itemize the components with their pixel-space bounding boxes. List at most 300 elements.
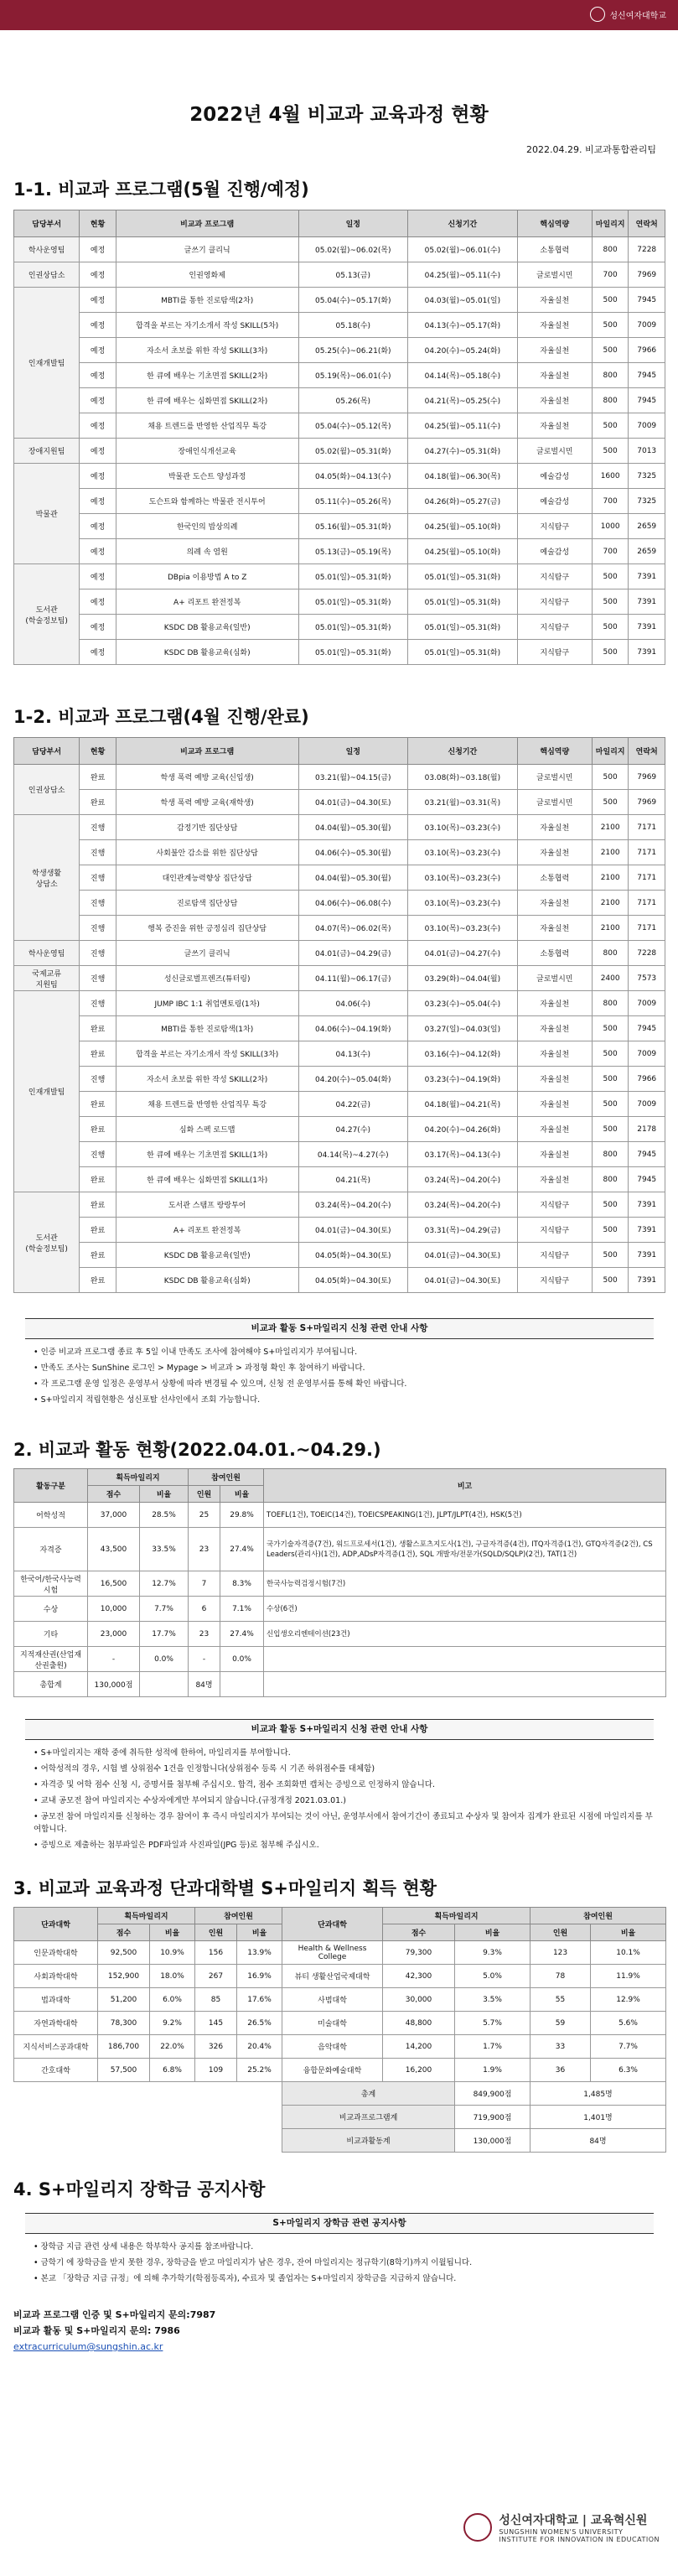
table-cell: 78,300	[98, 2012, 150, 2035]
notice-heading: S+마일리지 장학금 관련 공지사항	[25, 2213, 654, 2234]
table-row	[14, 1988, 666, 2012]
table-row	[14, 1067, 665, 1092]
table-row	[14, 1965, 666, 1988]
th-score: 점수	[383, 1924, 455, 1941]
table-row	[14, 941, 665, 966]
table-cell: 130,000점	[88, 1672, 140, 1697]
table-cell: 자율실천	[517, 1142, 592, 1167]
table-cell: 05.25(수)~06.21(화)	[298, 338, 408, 363]
column-header: 일정	[298, 738, 408, 765]
table-cell: 55	[530, 1988, 591, 2012]
column-header: 현황	[80, 738, 116, 765]
table-cell: 융합문화예술대학	[282, 2059, 383, 2082]
table-cell: 51,200	[98, 1988, 150, 2012]
table-cell: 간호대학	[14, 2059, 98, 2082]
notice-heading: 비교과 활동 S+마일리지 신청 관련 안내 사항	[25, 1719, 654, 1740]
table-cell: 37,000	[88, 1503, 140, 1528]
column-header: 신청기간	[408, 738, 518, 765]
table-cell: 예술감성	[517, 539, 592, 564]
table-cell: 2100	[592, 840, 629, 865]
table-cell: A+ 리포트 완전정복	[116, 1218, 298, 1243]
table-cell: 자율실천	[517, 1016, 592, 1041]
table-cell: 04.01(금)~04.30(토)	[408, 1268, 518, 1293]
table-row	[14, 413, 665, 439]
table-cell: 자연과학대학	[14, 2012, 98, 2035]
table-row	[14, 916, 665, 941]
table-cell: 04.04(월)~05.30(월)	[298, 815, 408, 840]
table-cell: 2659	[629, 514, 665, 539]
table-cell: 지식탐구	[517, 1192, 592, 1218]
table-cell: 한국사능력검정시험(7건)	[264, 1571, 666, 1597]
table-cell: 16.9%	[237, 1965, 282, 1988]
table-cell: 26.5%	[237, 2012, 282, 2035]
table-cell: 05.19(목)~06.01(수)	[298, 363, 408, 388]
table-cell: 예정	[80, 464, 116, 489]
table-cell: 국가기술자격증(7건), 워드프로세서(1건), 생활스포츠지도사(1건), 구글자격증(4건), ITQ자격증(1건), GTQ자격증(2건), CS Leaders(관리사)(1건), ADP,ADsP자격증(1건), SQL 개발자/전문가(SQLD/SQLP)(2건), TAT(1건)	[264, 1528, 666, 1571]
table-cell: 자소서 초보를 위한 작성 SKILL(3차)	[116, 338, 298, 363]
table-cell: 한 큐에 배우는 심화면접 SKILL(1차)	[116, 1167, 298, 1192]
table-cell: 음악대학	[282, 2035, 383, 2059]
table-cell: 완료	[80, 1218, 116, 1243]
table-cell: DBpia 이용방법 A to Z	[116, 564, 298, 589]
table-cell: 완료	[80, 1268, 116, 1293]
table-row	[14, 790, 665, 815]
table-cell: 28.5%	[140, 1503, 189, 1528]
department-cell: 도서관 (학술정보팀)	[14, 564, 80, 665]
table-cell: 10.1%	[591, 1941, 666, 1965]
column-header: 연락처	[629, 210, 665, 237]
table-cell: 03.24(목)~04.20(수)	[408, 1167, 518, 1192]
table-cell: 7391	[629, 640, 665, 665]
table-cell: 합격을 부르는 자기소개서 작성 SKILL(5차)	[116, 313, 298, 338]
top-banner	[0, 0, 678, 30]
summary-label: 비교과프로그램계	[282, 2106, 455, 2129]
table-row	[14, 464, 665, 489]
table-row	[14, 765, 665, 790]
table-cell: 2659	[629, 539, 665, 564]
table-cell: 05.16(월)~05.31(화)	[298, 514, 408, 539]
table-row	[14, 539, 665, 564]
table-cell: 500	[592, 1243, 629, 1268]
table-cell: 진행	[80, 840, 116, 865]
table-cell: 7009	[629, 413, 665, 439]
table-cell: 7171	[629, 891, 665, 916]
activity-table	[13, 1468, 666, 1697]
table-row	[14, 891, 665, 916]
table-cell: 03.10(목)~03.23(수)	[408, 891, 518, 916]
table-cell: 05.04(수)~05.17(화)	[298, 288, 408, 313]
table-cell: 04.04(월)~05.30(월)	[298, 865, 408, 891]
table-cell: 자율실천	[517, 916, 592, 941]
table-cell: 42,300	[383, 1965, 455, 1988]
notice-item: • 본교 「장학금 지급 규정」에 의해 추가학기(학점등록자), 수료자 및 졸업자는 S+마일리지 장학금을 지급하지 않습니다.	[34, 2272, 654, 2285]
table-cell: 500	[592, 640, 629, 665]
notice-item: • 금학기 에 장학금을 받지 못한 경우, 장학금을 받고 마일리지가 남은 경우, 잔여 마일리지는 정규학기(8학기)까지 이월됩니다.	[34, 2257, 654, 2269]
table-cell: 04.05(화)~04.30(토)	[298, 1268, 408, 1293]
table-row	[14, 1622, 666, 1647]
table-cell: 7228	[629, 941, 665, 966]
table-cell: 03.27(일)~04.03(일)	[408, 1016, 518, 1041]
table-cell: 7013	[629, 439, 665, 464]
table-cell: 예정	[80, 439, 116, 464]
table-cell: 05.02(월)~06.01(수)	[408, 237, 518, 262]
th-mileage: 획득마일리지	[88, 1469, 189, 1486]
table-cell: 자율실천	[517, 363, 592, 388]
table-cell: 글쓰기 클리닉	[116, 237, 298, 262]
table-cell: 05.01(일)~05.31(화)	[298, 640, 408, 665]
table-cell: 글로벌시민	[517, 790, 592, 815]
notice-item: • S+마일리지는 재학 중에 취득한 성적에 한하여, 마일리지를 부여합니다.	[34, 1747, 654, 1759]
table-cell: 123	[530, 1941, 591, 1965]
table-cell: 500	[592, 1218, 629, 1243]
notice-item: • 교내 공모전 참여 마일리지는 수상자에게만 부여되지 않습니다.(규정개정 2021.03.01.)	[34, 1794, 654, 1807]
table-cell: 예정	[80, 489, 116, 514]
table-cell: 지식탐구	[517, 514, 592, 539]
table-row	[14, 640, 665, 665]
table-cell: 85	[195, 1988, 237, 2012]
table-row	[14, 564, 665, 589]
table-cell: Health & Wellness College	[282, 1941, 383, 1965]
table-row	[14, 363, 665, 388]
table-cell: 1.7%	[455, 2035, 530, 2059]
table-cell: 한 큐에 배우는 기초면접 SKILL(2차)	[116, 363, 298, 388]
th-ratio2: 비율	[220, 1486, 264, 1503]
table-cell: 완료	[80, 765, 116, 790]
table-cell: 700	[592, 489, 629, 514]
table-cell: 7391	[629, 1243, 665, 1268]
table-cell: 자율실천	[517, 1092, 592, 1117]
table-cell: 자율실천	[517, 840, 592, 865]
table-cell: 사회과학대학	[14, 1965, 98, 1988]
table-cell	[264, 1647, 666, 1672]
table-cell: 6.3%	[591, 2059, 666, 2082]
table-cell: 03.23(수)~04.19(화)	[408, 1067, 518, 1092]
table-cell: 진행	[80, 916, 116, 941]
table-cell: 소통협력	[517, 237, 592, 262]
table-cell: 글쓰기 클리닉	[116, 941, 298, 966]
table-cell: 진행	[80, 991, 116, 1016]
table-row	[14, 1647, 666, 1672]
table-cell: 7	[189, 1571, 220, 1597]
table-cell: 1.9%	[455, 2059, 530, 2082]
table-cell: 29.8%	[220, 1503, 264, 1528]
table-cell: 10,000	[88, 1597, 140, 1622]
table-cell: 57,500	[98, 2059, 150, 2082]
table-cell: 법과대학	[14, 1988, 98, 2012]
table-cell: KSDC DB 활용교육(일반)	[116, 1243, 298, 1268]
department-cell: 인재개발팀	[14, 288, 80, 439]
notice-mileage-program	[25, 1318, 654, 1406]
table-cell: 7945	[629, 363, 665, 388]
table-cell: 7966	[629, 1067, 665, 1092]
table-row	[14, 288, 665, 313]
summary-score: 130,000점	[455, 2129, 530, 2153]
column-header: 마일리지	[592, 210, 629, 237]
department-cell: 학사운영팀	[14, 941, 80, 966]
table-cell: 자소서 초보를 위한 작성 SKILL(2차)	[116, 1067, 298, 1092]
table-cell: 04.25(월)~05.11(수)	[408, 413, 518, 439]
table-cell: 7391	[629, 615, 665, 640]
table-row	[14, 1672, 666, 1697]
table-cell: KSDC DB 활용교육(심화)	[116, 640, 298, 665]
table-cell: 326	[195, 2035, 237, 2059]
contact-line-1: 비교과 프로그램 인증 및 S+마일리지 문의:7987	[13, 2309, 216, 2320]
university-emblem-icon	[590, 7, 605, 22]
contact-email-link[interactable]: extracurriculum@sungshin.ac.kr	[13, 2341, 163, 2352]
table-cell: 사범대학	[282, 1988, 383, 2012]
th-score: 점수	[88, 1486, 140, 1503]
table-cell: 8.3%	[220, 1571, 264, 1597]
table-cell: 도서관 스탬프 랑랑투어	[116, 1192, 298, 1218]
table-cell: 11.9%	[591, 1965, 666, 1988]
table-cell: 03.24(목)~04.20(수)	[408, 1192, 518, 1218]
table-cell: 04.25(월)~05.10(화)	[408, 539, 518, 564]
table-cell: 7325	[629, 464, 665, 489]
table-cell: 0.0%	[140, 1647, 189, 1672]
table-cell: 합격을 부르는 자기소개서 작성 SKILL(3차)	[116, 1041, 298, 1067]
table-row	[14, 1117, 665, 1142]
table-cell: 박물관 도슨트 양성과정	[116, 464, 298, 489]
table-cell: 05.11(수)~05.26(목)	[298, 489, 408, 514]
department-cell: 인재개발팀	[14, 991, 80, 1192]
table-cell: 17.7%	[140, 1622, 189, 1647]
table-cell: 완료	[80, 1167, 116, 1192]
table-cell: 04.01(금)~04.30(토)	[298, 790, 408, 815]
table-cell: 18.0%	[150, 1965, 195, 1988]
table-cell	[264, 1672, 666, 1697]
table-cell: 500	[592, 589, 629, 615]
table-cell: 자율실천	[517, 338, 592, 363]
table-row	[14, 2012, 666, 2035]
table-cell: 글로벌시민	[517, 966, 592, 991]
table-cell: A+ 리포트 완전정복	[116, 589, 298, 615]
table-cell: 267	[195, 1965, 237, 1988]
table-cell: 79,300	[383, 1941, 455, 1965]
table-cell: 03.17(목)~04.13(수)	[408, 1142, 518, 1167]
table-cell: 500	[592, 1067, 629, 1092]
th-mileage-left: 획득마일리지	[98, 1908, 195, 1924]
table-cell: MBTI를 통한 진로탐색(1차)	[116, 1016, 298, 1041]
table-cell: 500	[592, 1016, 629, 1041]
table-cell: 04.18(월)~06.30(목)	[408, 464, 518, 489]
table-cell: 기타	[14, 1622, 88, 1647]
table-row	[14, 589, 665, 615]
table-cell: 글로벌시민	[517, 765, 592, 790]
university-emblem-icon	[463, 2513, 492, 2542]
notice-item: • 만족도 조사는 SunShine 로그인 > Mypage > 비교과 > 과정형 확인 후 참여하기 바랍니다.	[34, 1362, 654, 1374]
table-cell: 03.23(수)~05.04(수)	[408, 991, 518, 1016]
table-cell: 500	[592, 439, 629, 464]
summary-score: 719,900점	[455, 2106, 530, 2129]
footer-name: 성신여자대학교 | 교육혁신원	[499, 2514, 648, 2527]
table-cell: 500	[592, 1041, 629, 1067]
table-cell: 진행	[80, 1067, 116, 1092]
table-cell: 27.4%	[220, 1622, 264, 1647]
table-cell: 500	[592, 1117, 629, 1142]
table-cell: 학생 폭력 예방 교육(재학생)	[116, 790, 298, 815]
notice-item: • 공모전 참여 마일리지를 신청하는 경우 참여이 후 즉시 마일리지가 부여되는 것이 아닌, 운영부서에서 참여기간이 종료되고 수상자 및 참여자 집계가 완료된 시점에 마일리지를 부여합니다.	[34, 1810, 654, 1836]
table-cell: 채용 트렌드를 반영한 산업직무 특강	[116, 1092, 298, 1117]
table-cell: 700	[592, 262, 629, 288]
notice-item: • 어학성적의 경우, 시험 별 상위점수 1건을 인정합니다(상위점수 등록 시 기존 하위점수를 대체함)	[34, 1763, 654, 1775]
department-cell: 인권상담소	[14, 262, 80, 288]
table-row	[14, 1268, 665, 1293]
table-cell: 자율실천	[517, 891, 592, 916]
table-row	[14, 1092, 665, 1117]
table-cell: 어학성적	[14, 1503, 88, 1528]
section-1-1-heading: 1-1. 비교과 프로그램(5월 진행/예정)	[13, 179, 309, 200]
th-people-right: 참여인원	[530, 1908, 666, 1924]
table-cell: 04.21(목)	[298, 1167, 408, 1192]
table-cell: 14,200	[383, 2035, 455, 2059]
table-cell: 예정	[80, 262, 116, 288]
table-row	[14, 615, 665, 640]
table-cell: 2100	[592, 865, 629, 891]
column-header: 담당부서	[14, 210, 80, 237]
summary-score: 849,900점	[455, 2082, 530, 2106]
summary-count: 1,401명	[530, 2106, 666, 2129]
table-cell: 예술감성	[517, 489, 592, 514]
table-cell: 03.21(월)~03.31(목)	[408, 790, 518, 815]
table-cell: 미술대학	[282, 2012, 383, 2035]
table-cell: 7945	[629, 1167, 665, 1192]
table-cell: 신입생오리엔테이션(23건)	[264, 1622, 666, 1647]
table-cell: 완료	[80, 1092, 116, 1117]
table-cell: 800	[592, 1142, 629, 1167]
summary-count: 84명	[530, 2129, 666, 2153]
table-cell: 자율실천	[517, 288, 592, 313]
table-cell: 수상	[14, 1597, 88, 1622]
table-cell: 예정	[80, 514, 116, 539]
table-cell: 심화 스펙 로드맵	[116, 1117, 298, 1142]
column-header: 담당부서	[14, 738, 80, 765]
table-cell: 800	[592, 1167, 629, 1192]
table-cell: 500	[592, 313, 629, 338]
table-cell: 2100	[592, 815, 629, 840]
table-cell: 진로탐색 집단상담	[116, 891, 298, 916]
table-cell: 04.13(수)	[298, 1041, 408, 1067]
table-cell: 92,500	[98, 1941, 150, 1965]
table-cell: 03.10(목)~03.23(수)	[408, 815, 518, 840]
table-cell: 30,000	[383, 1988, 455, 2012]
table-cell: 04.14(목)~4.27(수)	[298, 1142, 408, 1167]
table-row	[14, 338, 665, 363]
table-cell: 78	[530, 1965, 591, 1988]
section-4-heading: 4. S+마일리지 장학금 공지사항	[13, 2179, 266, 2199]
notice-item: • 장학금 지급 관련 상세 내용은 학부학사 공지를 참조바랍니다.	[34, 2241, 654, 2253]
table-cell: 04.07(목)~06.02(목)	[298, 916, 408, 941]
table-cell: 500	[592, 338, 629, 363]
table-cell: 500	[592, 790, 629, 815]
notice-item: • S+마일리지 적립현황은 성신포탈 선샤인에서 조회 가능합니다.	[34, 1394, 654, 1406]
table-cell: 23	[189, 1528, 220, 1571]
table-cell: 13.9%	[237, 1941, 282, 1965]
notice-heading: 비교과 활동 S+마일리지 신청 관련 안내 사항	[25, 1318, 654, 1339]
table-row	[14, 1503, 666, 1528]
table-cell: 04.11(월)~06.17(금)	[298, 966, 408, 991]
th-ratio: 비율	[150, 1924, 195, 1941]
table-cell: 완료	[80, 1016, 116, 1041]
table-cell: 완료	[80, 1243, 116, 1268]
table-cell: 한 큐에 배우는 기초면접 SKILL(1차)	[116, 1142, 298, 1167]
summary-row	[14, 2129, 666, 2153]
table-cell: KSDC DB 활용교육(심화)	[116, 1268, 298, 1293]
table-cell: 04.20(수)~05.04(화)	[298, 1067, 408, 1092]
table-cell: 7171	[629, 865, 665, 891]
table-cell: 예정	[80, 338, 116, 363]
table-cell: 감정기반 집단상담	[116, 815, 298, 840]
table-row	[14, 840, 665, 865]
table-cell: 05.02(월)~05.31(화)	[298, 439, 408, 464]
table-cell: 자율실천	[517, 388, 592, 413]
table-row	[14, 1528, 666, 1571]
table-cell: 7969	[629, 765, 665, 790]
table-cell: 700	[592, 539, 629, 564]
table-row	[14, 514, 665, 539]
table-cell: 04.14(목)~05.18(수)	[408, 363, 518, 388]
notice-item: • 각 프로그램 운영 일정은 운영부서 상황에 따라 변경될 수 있으며, 신청 전 운영부서를 통해 확인 바랍니다.	[34, 1378, 654, 1390]
table-cell	[220, 1672, 264, 1697]
table-row	[14, 262, 665, 288]
table-cell: 04.21(목)~05.25(수)	[408, 388, 518, 413]
table-cell: 03.10(목)~03.23(수)	[408, 840, 518, 865]
table-cell: 자율실천	[517, 413, 592, 439]
table-cell: 6	[189, 1597, 220, 1622]
table-cell: 인권영화제	[116, 262, 298, 288]
table-cell: 43,500	[88, 1528, 140, 1571]
column-header: 비교과 프로그램	[116, 738, 298, 765]
table-cell: 500	[592, 615, 629, 640]
table-cell: 04.01(금)~04.29(금)	[298, 941, 408, 966]
table-cell: 지식탐구	[517, 1268, 592, 1293]
header-logo	[590, 7, 666, 22]
table-row	[14, 1016, 665, 1041]
table-cell: 완료	[80, 790, 116, 815]
table-cell: 7391	[629, 564, 665, 589]
table-cell: 완료	[80, 1041, 116, 1067]
table-cell: 한국어/한국사능력시험	[14, 1571, 88, 1597]
department-cell: 도서관 (학술정보팀)	[14, 1192, 80, 1293]
th-kind: 활동구분	[14, 1469, 88, 1503]
table-row	[14, 313, 665, 338]
th-count: 인원	[195, 1924, 237, 1941]
table-cell: 7945	[629, 388, 665, 413]
table-cell: 예정	[80, 589, 116, 615]
table-cell: 04.26(화)~05.27(금)	[408, 489, 518, 514]
table-cell: 7969	[629, 262, 665, 288]
table-cell: 800	[592, 941, 629, 966]
table-row	[14, 1192, 665, 1218]
table-cell: 7391	[629, 1218, 665, 1243]
th-mileage-right: 획득마일리지	[383, 1908, 530, 1924]
page-title: 2022년 4월 비교과 교육과정 현황	[189, 104, 489, 126]
table-cell: 진행	[80, 815, 116, 840]
table-cell	[140, 1672, 189, 1697]
th-ratio: 비율	[140, 1486, 189, 1503]
table-cell: 자율실천	[517, 815, 592, 840]
table-cell: 7009	[629, 1092, 665, 1117]
table-cell: 지적재산권(산업재산권출원)	[14, 1647, 88, 1672]
table-cell: 7945	[629, 1016, 665, 1041]
summary-row	[14, 2106, 666, 2129]
table-cell: 05.13(금)~05.19(목)	[298, 539, 408, 564]
table-cell: 04.27(수)	[298, 1117, 408, 1142]
table-cell: 03.16(수)~04.12(화)	[408, 1041, 518, 1067]
table-cell: 9.2%	[150, 2012, 195, 2035]
table-cell: 12.9%	[591, 1988, 666, 2012]
table-cell: 인문과학대학	[14, 1941, 98, 1965]
table-cell: 500	[592, 765, 629, 790]
